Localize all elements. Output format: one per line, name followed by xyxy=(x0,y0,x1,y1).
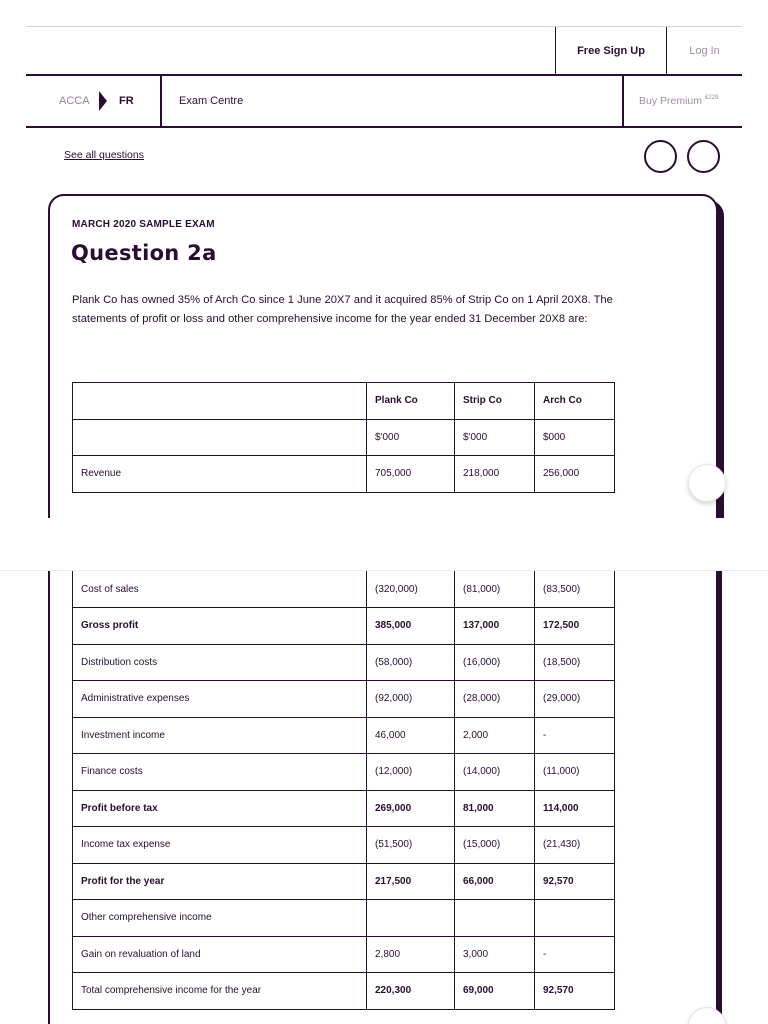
plank-value xyxy=(367,900,455,937)
table-cell: $000 xyxy=(535,419,615,456)
arch-value xyxy=(535,900,615,937)
plank-value: (58,000) xyxy=(367,644,455,681)
strip-value: (15,000) xyxy=(455,827,535,864)
table-row xyxy=(73,644,615,681)
arch-value: - xyxy=(535,717,615,754)
arch-value: 92,570 xyxy=(535,973,615,1010)
strip-value: 137,000 xyxy=(455,608,535,645)
arch-value: 172,500 xyxy=(535,608,615,645)
row-label: Total comprehensive income for the year xyxy=(73,973,367,1010)
strip-value: 3,000 xyxy=(455,936,535,973)
exam-centre-link[interactable]: Exam Centre xyxy=(179,95,244,107)
arch-value: (18,500) xyxy=(535,644,615,681)
table-header-cell: Arch Co xyxy=(535,383,615,420)
free-sign-up-button[interactable]: Free Sign Up xyxy=(555,27,667,75)
plank-value: 705,000 xyxy=(367,456,455,493)
plank-value: (320,000) xyxy=(367,571,455,608)
plank-value: (51,500) xyxy=(367,827,455,864)
table-row xyxy=(73,900,615,937)
table-header-cell: Plank Co xyxy=(367,383,455,420)
row-label: Income tax expense xyxy=(73,827,367,864)
row-label: Profit for the year xyxy=(73,863,367,900)
table-cell: $'000 xyxy=(367,419,455,456)
row-label: Revenue xyxy=(73,456,367,493)
breadcrumb-acca[interactable]: ACCA xyxy=(59,95,90,107)
table-row xyxy=(73,571,615,608)
arch-value: 256,000 xyxy=(535,456,615,493)
arch-value: - xyxy=(535,936,615,973)
table-row xyxy=(73,608,615,645)
log-in-button[interactable]: Log In xyxy=(689,45,720,57)
row-label: Investment income xyxy=(73,717,367,754)
plank-value: 269,000 xyxy=(367,790,455,827)
question-title: Question 2a xyxy=(71,241,217,265)
breadcrumb-fr[interactable]: FR xyxy=(119,95,134,107)
table-units-row xyxy=(73,419,615,456)
premium-price: €229 xyxy=(705,95,719,101)
table-row xyxy=(73,717,615,754)
arch-value: (21,430) xyxy=(535,827,615,864)
nav-divider xyxy=(622,76,624,126)
buy-premium-link[interactable] xyxy=(639,76,718,126)
arch-value: 114,000 xyxy=(535,790,615,827)
see-all-questions-link[interactable]: See all questions xyxy=(64,149,144,161)
table-row xyxy=(73,681,615,718)
buy-premium-label: Buy Premium xyxy=(639,95,703,107)
scroll-handle[interactable] xyxy=(688,464,726,502)
breadcrumb-arrow-icon xyxy=(99,91,107,111)
arch-value: (83,500) xyxy=(535,571,615,608)
nav-bar xyxy=(26,76,742,128)
strip-value: (28,000) xyxy=(455,681,535,718)
table-row xyxy=(73,790,615,827)
plank-value: (92,000) xyxy=(367,681,455,718)
arch-value: (29,000) xyxy=(535,681,615,718)
table-row xyxy=(73,936,615,973)
table-row xyxy=(73,863,615,900)
question-card-border xyxy=(716,571,722,1024)
plank-value: 385,000 xyxy=(367,608,455,645)
table-row xyxy=(73,754,615,791)
row-label: Administrative expenses xyxy=(73,681,367,718)
row-label: Gross profit xyxy=(73,608,367,645)
strip-value xyxy=(455,900,535,937)
arch-value: (11,000) xyxy=(535,754,615,791)
row-label: Finance costs xyxy=(73,754,367,791)
strip-value: (16,000) xyxy=(455,644,535,681)
plank-value: 217,500 xyxy=(367,863,455,900)
table-row xyxy=(73,456,615,493)
arch-value: 92,570 xyxy=(535,863,615,900)
question-text: Plank Co has owned 35% of Arch Co since 1 June 20X7 and it acquired 85% of Strip Co on 1 April 20X8. The statements of profit or loss and other comprehensive income for the year ended 31 December 20X8 are: xyxy=(72,294,613,325)
top-bar xyxy=(26,26,742,76)
page-2 xyxy=(0,570,768,1024)
table-cell xyxy=(73,419,367,456)
strip-value: 2,000 xyxy=(455,717,535,754)
plank-value: (12,000) xyxy=(367,754,455,791)
strip-value: 66,000 xyxy=(455,863,535,900)
strip-value: 81,000 xyxy=(455,790,535,827)
table-header-cell: Strip Co xyxy=(455,383,535,420)
row-label: Other comprehensive income xyxy=(73,900,367,937)
plank-value: 2,800 xyxy=(367,936,455,973)
plank-value: 220,300 xyxy=(367,973,455,1010)
strip-value: 218,000 xyxy=(455,456,535,493)
financial-table xyxy=(72,382,615,493)
next-question-button[interactable] xyxy=(687,140,720,173)
exam-session-label: MARCH 2020 SAMPLE EXAM xyxy=(72,219,215,230)
strip-value: 69,000 xyxy=(455,973,535,1010)
table-cell: $'000 xyxy=(455,419,535,456)
strip-value: (14,000) xyxy=(455,754,535,791)
row-label: Gain on revaluation of land xyxy=(73,936,367,973)
plank-value: 46,000 xyxy=(367,717,455,754)
row-label: Cost of sales xyxy=(73,571,367,608)
table-header-cell xyxy=(73,383,367,420)
row-label: Distribution costs xyxy=(73,644,367,681)
row-label: Profit before tax xyxy=(73,790,367,827)
strip-value: (81,000) xyxy=(455,571,535,608)
question-card-border xyxy=(48,571,50,1024)
financial-table-continued xyxy=(72,571,615,1010)
table-row xyxy=(73,827,615,864)
page-gap xyxy=(0,518,768,570)
previous-question-button[interactable] xyxy=(644,140,677,173)
nav-divider xyxy=(160,76,162,126)
table-row xyxy=(73,973,615,1010)
table-header-row xyxy=(73,383,615,420)
